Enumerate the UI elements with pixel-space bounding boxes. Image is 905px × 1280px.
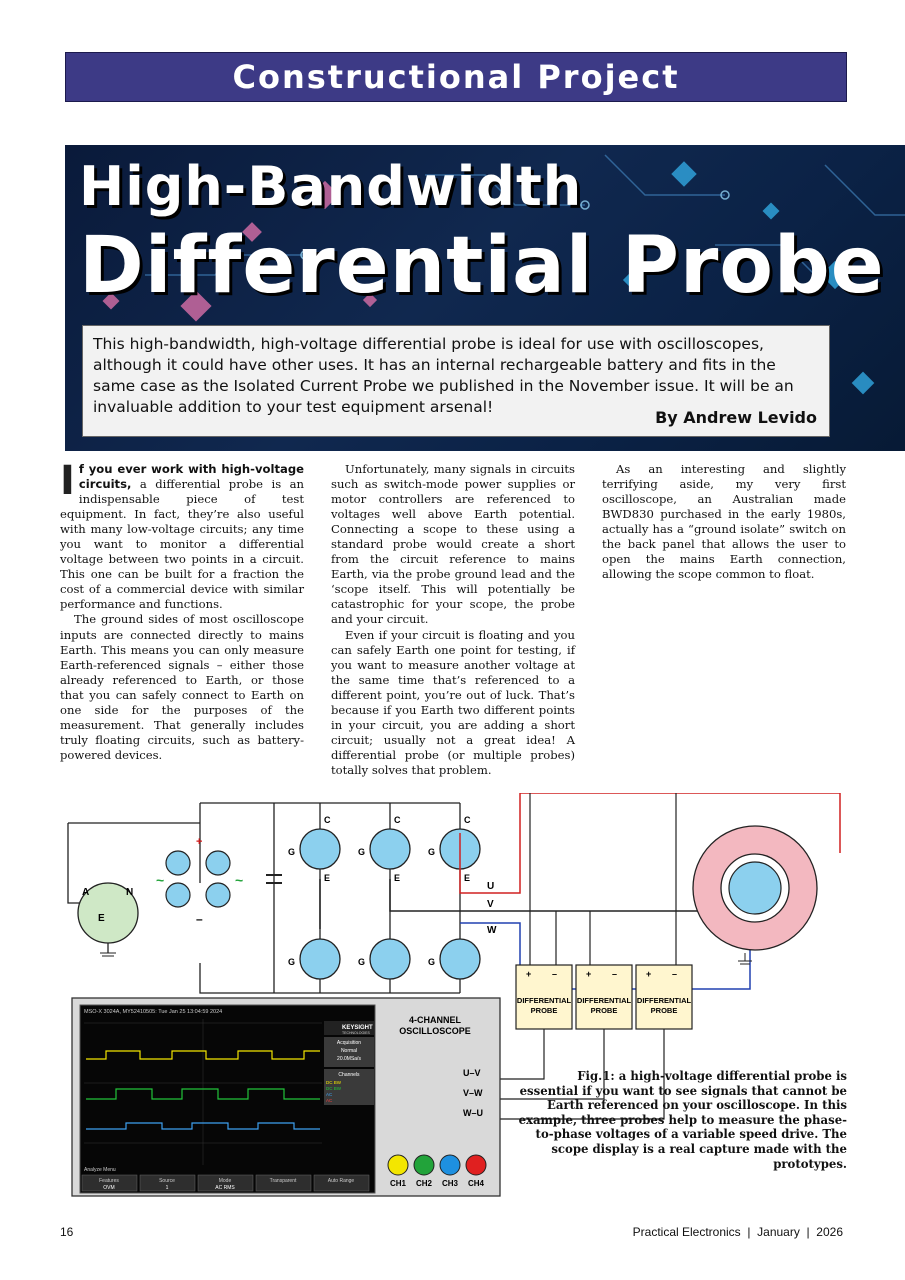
body-column-3: [602, 462, 846, 582]
phase-label-u: U: [487, 881, 495, 892]
channel-label-4: CH4: [467, 1179, 485, 1188]
ac-symbol-right: ~: [235, 872, 244, 888]
motor-symbol: [693, 826, 817, 964]
mains-label-a: A: [82, 887, 90, 898]
page-number: 16: [60, 1225, 74, 1239]
igbt-collector-label: C: [464, 815, 471, 825]
probe-2-label: DIFFERENTIAL: [576, 996, 632, 1005]
channel-label-1: CH1: [389, 1179, 407, 1188]
hero-header: [65, 145, 905, 451]
screen-chan-row: DC BW: [326, 1086, 341, 1091]
drop-cap: I: [60, 458, 75, 504]
screen-chan-row: AC: [326, 1098, 333, 1103]
scope-title-2: OSCILLOSCOPE: [399, 1026, 471, 1036]
body-column-2: [331, 462, 575, 778]
mains-label-n: N: [126, 887, 134, 898]
lead-in: f you ever work with high-voltage circuits,: [78, 462, 304, 492]
igbt-emitter-label: E: [324, 873, 331, 883]
screen-acq-mode: Normal: [340, 1048, 358, 1054]
softkey-value: OVM: [103, 1185, 115, 1191]
softkey-value: AC RMS: [215, 1185, 235, 1191]
igbt-gate-label: G: [428, 847, 436, 857]
rectifier-plus: +: [196, 836, 203, 848]
channel-connector-3: [440, 1155, 460, 1175]
running-footer: Practical Electronics | January | 2026: [632, 1225, 843, 1239]
bridge-rectifier: [166, 851, 230, 907]
probe-3-label: PROBE: [650, 1006, 678, 1015]
probe-minus: –: [672, 969, 678, 979]
paragraph-2: The ground sides of most oscilloscope inputs are connected directly to mains Earth. This means you can only measure Earth-referenced signals – either those already referenced to Earth, or those that you can safely connect to Earth on one side for the purposes of the measurement. That generally includes truly floating circuits, such as battery-powered devices.: [60, 612, 304, 762]
probe-plus: +: [526, 969, 532, 979]
phase-label-w: W: [487, 925, 497, 936]
section-banner-label: Constructional Project: [232, 58, 680, 96]
softkey-label: Features: [99, 1178, 119, 1184]
softkey-label: Mode: [218, 1178, 232, 1184]
screen-brand-sub: TECHNOLOGIES: [342, 1031, 370, 1035]
standfirst-text: This high-bandwidth, high-voltage differential probe is ideal for use with oscilloscopes, although it could have other uses. It has an internal rechargeable battery and fits in the same case as the Isolated Current Probe we published in the November issue. It will be an invaluable addition to your test equipment arsenal!: [93, 335, 794, 416]
standfirst-box: [82, 325, 830, 437]
title-line-1: High-Bandwidth: [79, 155, 583, 218]
softkey-value: 1: [165, 1185, 169, 1191]
screen-acq-rate: 20.0MSa/s: [337, 1056, 361, 1062]
softkey-label: Transparent: [269, 1178, 297, 1184]
title-line-2: Differential Probe: [79, 221, 885, 311]
probe-2-label: PROBE: [590, 1006, 618, 1015]
igbt-emitter-label: E: [394, 873, 401, 883]
screen-chan-row: DC BW: [326, 1080, 341, 1085]
screen-brand: KEYSIGHT: [342, 1025, 373, 1031]
channel-label-2: CH2: [415, 1179, 433, 1188]
body-column-1: [60, 458, 304, 763]
channel-label-3: CH3: [441, 1179, 459, 1188]
paragraph-1-rest: a differential probe is an indispensable piece of test equipment. In fact, they’re also useful with many low-voltage circuits; any time you want to monitor a differential voltage between two points in a circuit. This one can be built for a fraction the cost of a commercial device with similar performance and functions.: [60, 477, 304, 612]
channel-connector-4: [466, 1155, 486, 1175]
igbt-collector-label: C: [324, 815, 331, 825]
probe-3-label: DIFFERENTIAL: [636, 996, 692, 1005]
igbt-gate-label: G: [358, 957, 366, 967]
paragraph-1: [60, 458, 304, 612]
scope-title-1: 4-CHANNEL: [408, 1015, 462, 1025]
mains-socket-symbol: [78, 883, 138, 956]
measurement-label-uv: U–V: [463, 1068, 481, 1078]
paragraph-4: Even if your circuit is floating and you can safely Earth one point for testing, if you want to measure another voltage at the same time that’s referenced to a different point, you’re out of luck. That’s because if you Earth two different points in your circuit, you are adding a short circuit; usually not a great idea! A differential probe (or multiple probes) totally solves that problem.: [331, 627, 575, 777]
screen-chan-row: AC: [326, 1092, 333, 1097]
ac-symbol-left: ~: [156, 872, 165, 888]
issue-year: 2026: [816, 1225, 843, 1239]
scope-screen: [80, 1005, 375, 1193]
probe-minus: –: [552, 969, 558, 979]
igbt-gate-label: G: [288, 957, 296, 967]
screen-header: MSO-X 3024A, MY52410505: Tue Jan 25 13:04:59 2024: [84, 1009, 223, 1015]
channel-connector-1: [388, 1155, 408, 1175]
softkey-label: Auto Range: [327, 1178, 355, 1184]
channel-connector-2: [414, 1155, 434, 1175]
screen-menu-label: Analyze Menu: [84, 1167, 116, 1173]
igbt-collector-label: C: [394, 815, 401, 825]
igbt-gate-label: G: [428, 957, 436, 967]
screen-acq-title: Acquisition: [336, 1040, 362, 1046]
publication-name: Practical Electronics: [632, 1225, 741, 1239]
phase-label-v: V: [487, 899, 494, 910]
probe-plus: +: [646, 969, 652, 979]
screen-chan-title: Channels: [338, 1072, 360, 1078]
probe-1-label: PROBE: [530, 1006, 558, 1015]
probe-minus: –: [612, 969, 618, 979]
measurement-label-vw: V–W: [463, 1088, 483, 1098]
paragraph-3: Unfortunately, many signals in circuits such as switch-mode power supplies or motor controllers are referenced to voltages well above Earth potential. Connecting a scope to these using a standard probe would create a short from the circuit reference to mains Earth, via the probe ground lead and the ‘scope itself. This will potentially be catastrophic for your scope, the probe and your circuit.: [331, 462, 575, 627]
rectifier-minus: –: [196, 912, 203, 926]
igbt-gate-label: G: [358, 847, 366, 857]
section-banner: [65, 52, 847, 102]
igbt-gate-label: G: [288, 847, 296, 857]
figure-caption: Fig.1: a high-voltage differential probe is essential if you want to see signals that cannot be Earth referenced on your oscilloscope. In this example, three probes help to measure the phase-to-phase voltages of a variable speed drive. The scope display is a real capture made with the prototypes.: [518, 1069, 847, 1171]
probe-plus: +: [586, 969, 592, 979]
byline: By Andrew Levido: [655, 408, 817, 427]
issue-month: January: [757, 1225, 800, 1239]
measurement-label-wu: W–U: [463, 1108, 483, 1118]
probe-1-label: DIFFERENTIAL: [516, 996, 572, 1005]
paragraph-5: As an interesting and slightly terrifying aside, my very first oscilloscope, an Australian made BWD830 purchased in the early 1980s, actually has a “ground isolate” switch on the back panel that allows the user to open the mains Earth connection, allowing the scope common to float.: [602, 462, 846, 582]
screen-softkeys: [82, 1175, 369, 1191]
mains-label-e: E: [98, 913, 105, 924]
softkey-label: Source: [159, 1178, 175, 1184]
igbt-emitter-label: E: [464, 873, 471, 883]
